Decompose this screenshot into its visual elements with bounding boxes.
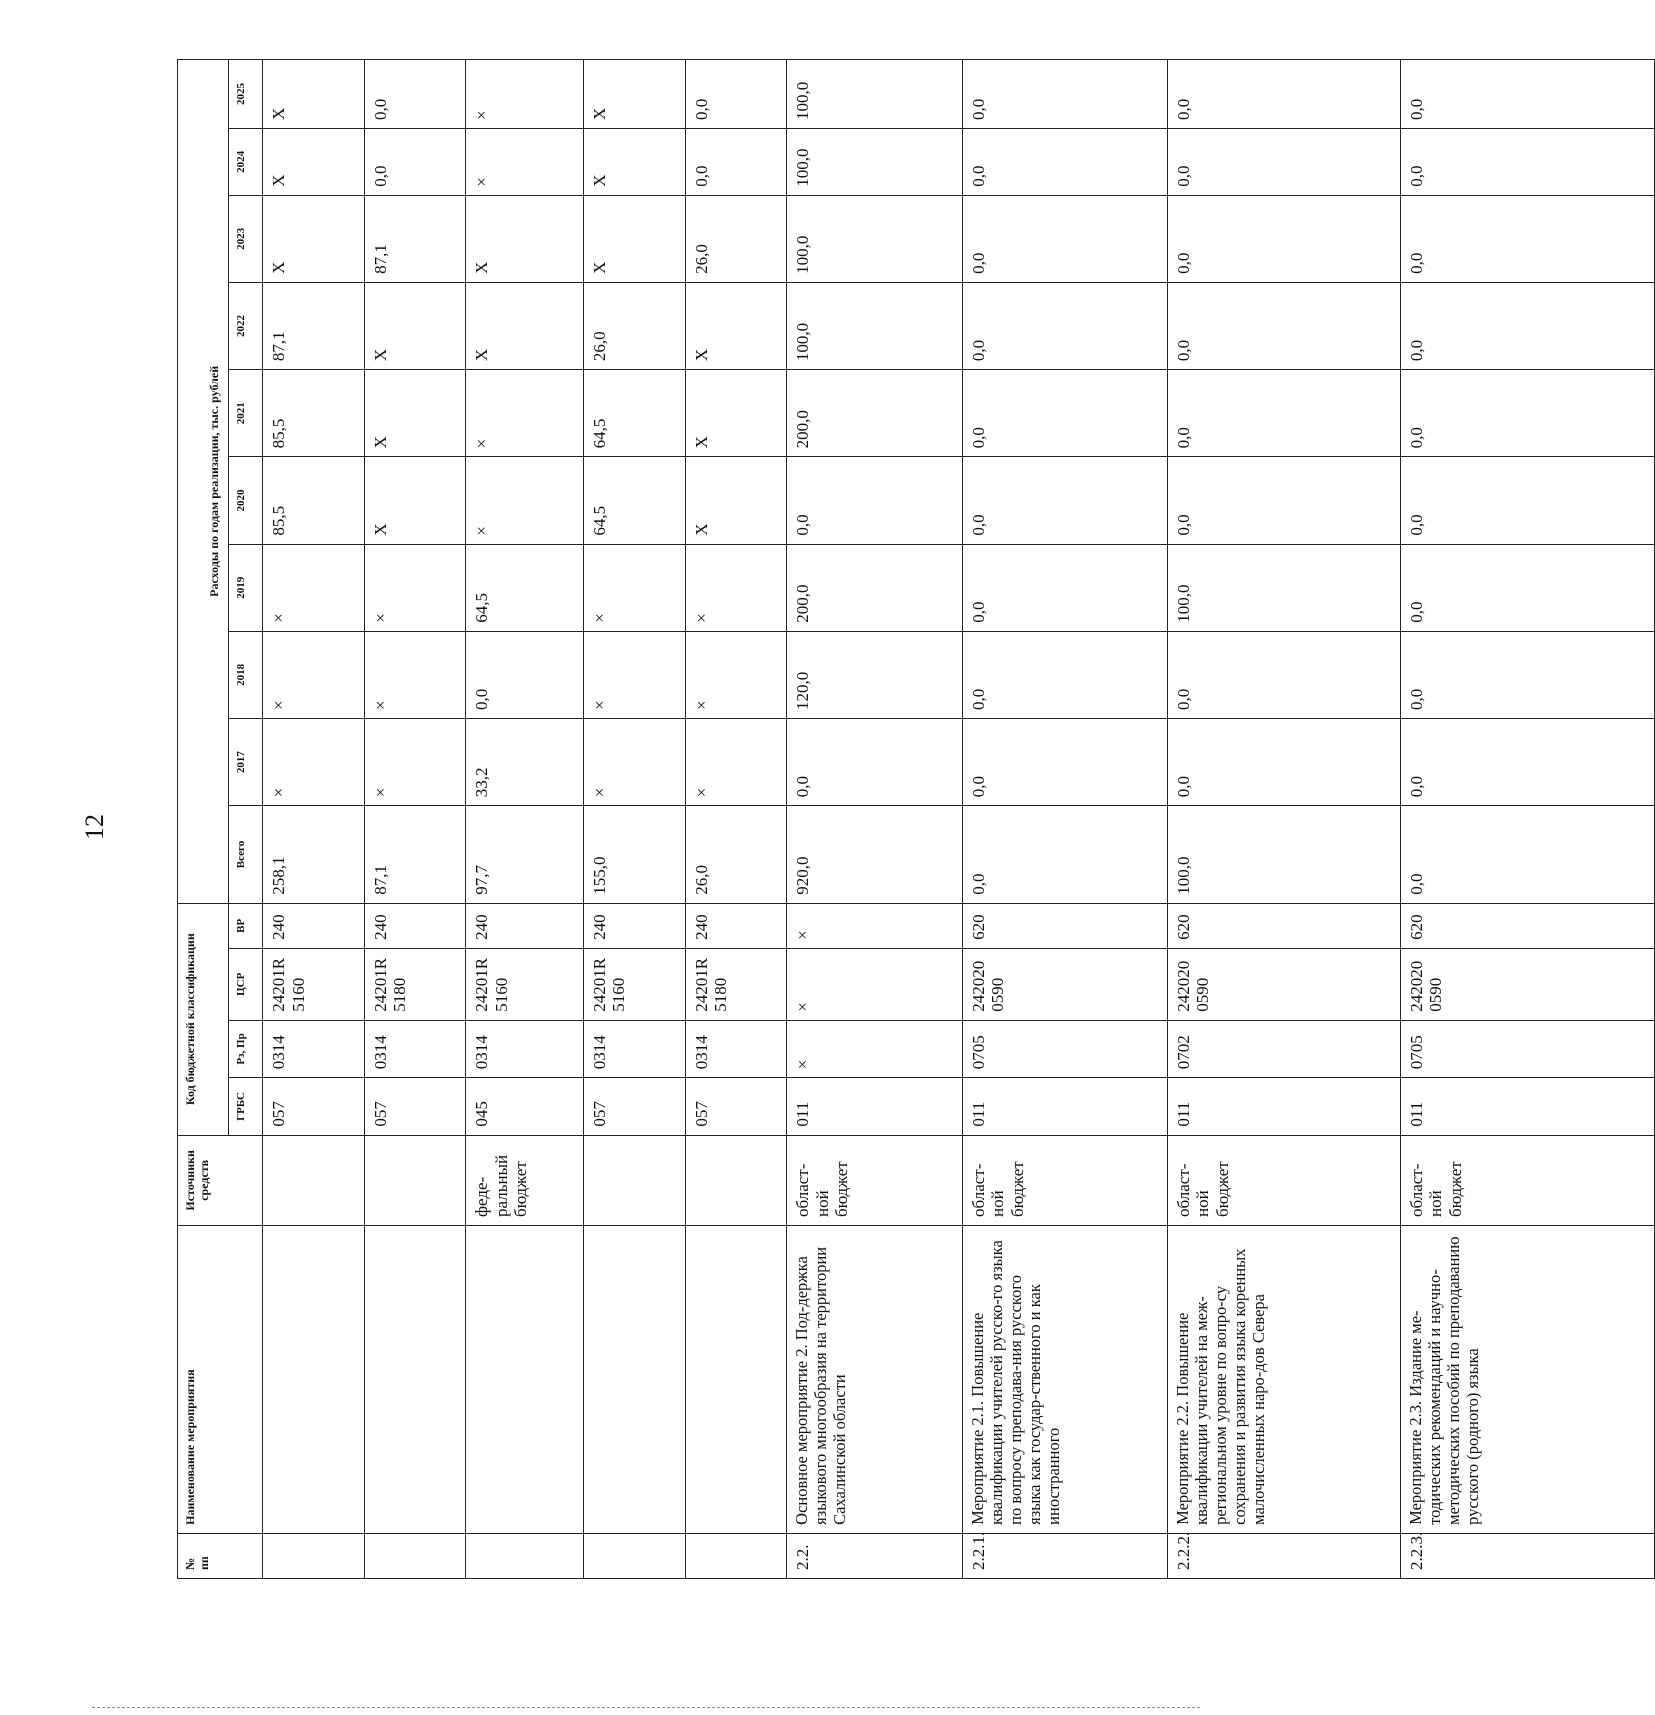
- cell-vr: ×: [787, 903, 963, 948]
- cell-num: [583, 1533, 685, 1578]
- cell-num: [466, 1533, 584, 1578]
- cell-year-value: ×: [364, 719, 466, 806]
- cell-year-value: 0,0: [364, 60, 466, 129]
- cell-year-value: 0,0: [1167, 457, 1400, 544]
- cell-vr: 620: [1167, 903, 1400, 948]
- table-row: [1400, 60, 1654, 1579]
- cell-year-value: ×: [685, 631, 787, 718]
- cell-year-value: 0,0: [962, 544, 1167, 631]
- cell-year-value: X: [583, 129, 685, 196]
- cell-name: Основное мероприятие 2. Под-держка языкового многообразия на территории Сахалинской области: [787, 1225, 963, 1533]
- cell-year-value: ×: [466, 370, 584, 457]
- cell-num: 2.2.2.: [1167, 1533, 1400, 1578]
- cell-total: 155,0: [583, 806, 685, 903]
- cell-rzpr: 0314: [364, 1020, 466, 1077]
- cell-rzpr: 0702: [1167, 1020, 1400, 1077]
- cell-year-value: X: [583, 195, 685, 282]
- cell-year-value: 33,2: [466, 719, 584, 806]
- cell-grbs: 045: [466, 1078, 584, 1135]
- cell-csr: 24201R 5160: [583, 948, 685, 1020]
- header-grbs: ГРБС: [229, 1078, 263, 1135]
- cell-year-value: X: [364, 457, 466, 544]
- header-year: 2023: [229, 195, 263, 282]
- cell-year-value: X: [685, 457, 787, 544]
- header-year: 2021: [229, 370, 263, 457]
- cell-num: 2.2.3.: [1400, 1533, 1654, 1578]
- header-name: Наименование мероприятия: [178, 1225, 263, 1533]
- cell-year-value: 0,0: [787, 457, 963, 544]
- cell-source: област-ной бюджет: [962, 1135, 1167, 1225]
- cell-year-value: 0,0: [1400, 60, 1654, 129]
- cell-year-value: ×: [263, 631, 365, 718]
- cell-num: [263, 1533, 365, 1578]
- table-row: [364, 60, 466, 1579]
- header-vr: ВР: [229, 903, 263, 948]
- cell-rzpr: 0705: [1400, 1020, 1654, 1077]
- cell-year-value: ×: [685, 544, 787, 631]
- cell-grbs: 011: [787, 1078, 963, 1135]
- cell-num: [364, 1533, 466, 1578]
- cell-total: 97,7: [466, 806, 584, 903]
- budget-table: [177, 59, 1655, 1579]
- cell-rzpr: 0314: [685, 1020, 787, 1077]
- cell-csr: 242020 0590: [962, 948, 1167, 1020]
- cell-vr: 240: [583, 903, 685, 948]
- cell-year-value: 0,0: [962, 719, 1167, 806]
- table-row: [466, 60, 584, 1579]
- cell-year-value: 0,0: [1400, 129, 1654, 196]
- cell-year-value: X: [364, 282, 466, 369]
- cell-grbs: 057: [364, 1078, 466, 1135]
- cell-csr: 24201R 5180: [685, 948, 787, 1020]
- cell-source: област-ной бюджет: [1400, 1135, 1654, 1225]
- header-budget-code: Код бюджетной классификации: [178, 903, 229, 1135]
- cell-grbs: 057: [685, 1078, 787, 1135]
- cell-year-value: ×: [263, 544, 365, 631]
- cell-csr: 24201R 5180: [364, 948, 466, 1020]
- cell-grbs: 057: [263, 1078, 365, 1135]
- cell-rzpr: 0314: [466, 1020, 584, 1077]
- cell-source: област-ной бюджет: [787, 1135, 963, 1225]
- cell-year-value: ×: [263, 719, 365, 806]
- cell-year-value: ×: [466, 60, 584, 129]
- table-row: [1167, 60, 1400, 1579]
- header-year: 2022: [229, 282, 263, 369]
- cell-name: Мероприятие 2.3. Издание ме-тодических рекомендаций и научно-методических пособий по преподаванию русского (родного) языка: [1400, 1225, 1654, 1533]
- cell-csr: ×: [787, 948, 963, 1020]
- cell-year-value: 87,1: [263, 282, 365, 369]
- cell-source: [263, 1135, 365, 1225]
- cell-year-value: 0,0: [1167, 195, 1400, 282]
- header-total: Всего: [229, 806, 263, 903]
- cell-year-value: X: [685, 370, 787, 457]
- cell-year-value: 26,0: [583, 282, 685, 369]
- cell-vr: 240: [466, 903, 584, 948]
- cell-vr: 240: [685, 903, 787, 948]
- cell-csr: 24201R 5160: [466, 948, 584, 1020]
- budget-table-wrapper: [177, 59, 1655, 1579]
- cell-source: [685, 1135, 787, 1225]
- cell-year-value: X: [583, 60, 685, 129]
- cell-rzpr: 0314: [583, 1020, 685, 1077]
- cell-rzpr: ×: [787, 1020, 963, 1077]
- cell-vr: 620: [1400, 903, 1654, 948]
- table-row: [583, 60, 685, 1579]
- cell-year-value: 0,0: [962, 370, 1167, 457]
- cell-year-value: ×: [466, 457, 584, 544]
- cell-year-value: X: [263, 60, 365, 129]
- cell-csr: 242020 0590: [1167, 948, 1400, 1020]
- header-expenses: Расходы по годам реализации, тыс. рублей: [178, 60, 229, 904]
- cell-source: феде-ральный бюджет: [466, 1135, 584, 1225]
- cell-year-value: 0,0: [962, 195, 1167, 282]
- header-year: 2018: [229, 631, 263, 718]
- cell-year-value: 0,0: [1400, 631, 1654, 718]
- cell-year-value: 0,0: [962, 282, 1167, 369]
- cell-name: [263, 1225, 365, 1533]
- cell-year-value: 85,5: [263, 457, 365, 544]
- header-year: 2025: [229, 60, 263, 129]
- cell-year-value: 0,0: [1400, 370, 1654, 457]
- cell-total: 0,0: [1400, 806, 1654, 903]
- header-year: 2017: [229, 719, 263, 806]
- cell-vr: 240: [364, 903, 466, 948]
- cell-year-value: ×: [364, 631, 466, 718]
- cell-year-value: 0,0: [1167, 631, 1400, 718]
- cell-year-value: 0,0: [1167, 129, 1400, 196]
- cell-year-value: X: [466, 282, 584, 369]
- cell-total: 920,0: [787, 806, 963, 903]
- cell-year-value: 0,0: [364, 129, 466, 196]
- cell-year-value: 100,0: [787, 195, 963, 282]
- cell-year-value: 0,0: [962, 129, 1167, 196]
- cell-year-value: 64,5: [583, 457, 685, 544]
- cell-grbs: 011: [1167, 1078, 1400, 1135]
- cell-year-value: 0,0: [962, 631, 1167, 718]
- cell-year-value: ×: [364, 544, 466, 631]
- header-csr: ЦСР: [229, 948, 263, 1020]
- header-year: 2024: [229, 129, 263, 196]
- bottom-edge-line: [92, 1707, 1200, 1708]
- cell-total: 100,0: [1167, 806, 1400, 903]
- cell-grbs: 057: [583, 1078, 685, 1135]
- table-row: [787, 60, 963, 1579]
- cell-year-value: 0,0: [1400, 282, 1654, 369]
- cell-num: [685, 1533, 787, 1578]
- cell-year-value: 0,0: [1167, 60, 1400, 129]
- cell-name: Мероприятие 2.1. Повышение квалификации учителей русско-го языка по вопросу преподава-ния русского языка как государ-ственного и как иностранного: [962, 1225, 1167, 1533]
- cell-name: Мероприятие 2.2. Повышение квалификации учителей на меж-региональном уровне по вопро-су сохранения и развития языка коренных малочисленных наро-дов Севера: [1167, 1225, 1400, 1533]
- cell-year-value: 87,1: [364, 195, 466, 282]
- table-body: [263, 60, 1655, 1579]
- cell-name: [364, 1225, 466, 1533]
- cell-year-value: 100,0: [787, 60, 963, 129]
- cell-year-value: 100,0: [787, 282, 963, 369]
- cell-year-value: 0,0: [685, 60, 787, 129]
- cell-rzpr: 0705: [962, 1020, 1167, 1077]
- table-row: [685, 60, 787, 1579]
- cell-total: 258,1: [263, 806, 365, 903]
- cell-year-value: 26,0: [685, 195, 787, 282]
- cell-grbs: 011: [962, 1078, 1167, 1135]
- cell-year-value: ×: [583, 719, 685, 806]
- cell-source: [364, 1135, 466, 1225]
- cell-year-value: X: [263, 195, 365, 282]
- cell-year-value: X: [364, 370, 466, 457]
- cell-vr: 620: [962, 903, 1167, 948]
- cell-year-value: 100,0: [787, 129, 963, 196]
- cell-source: област-ной бюджет: [1167, 1135, 1400, 1225]
- header-rzpr: Рз, Пр: [229, 1020, 263, 1077]
- header-num: № пп: [178, 1533, 263, 1578]
- cell-year-value: 0,0: [962, 60, 1167, 129]
- cell-year-value: 0,0: [1400, 719, 1654, 806]
- cell-name: [583, 1225, 685, 1533]
- cell-year-value: ×: [685, 719, 787, 806]
- table-row: [962, 60, 1167, 1579]
- cell-year-value: X: [685, 282, 787, 369]
- cell-year-value: 0,0: [685, 129, 787, 196]
- page-number: 12: [80, 814, 109, 840]
- cell-grbs: 011: [1400, 1078, 1654, 1135]
- cell-year-value: 0,0: [1167, 370, 1400, 457]
- header-year: 2019: [229, 544, 263, 631]
- cell-year-value: 200,0: [787, 544, 963, 631]
- cell-year-value: 64,5: [583, 370, 685, 457]
- cell-csr: 242020 0590: [1400, 948, 1654, 1020]
- cell-num: 2.2.: [787, 1533, 963, 1578]
- cell-total: 0,0: [962, 806, 1167, 903]
- cell-total: 26,0: [685, 806, 787, 903]
- cell-name: [685, 1225, 787, 1533]
- cell-year-value: 0,0: [1400, 457, 1654, 544]
- cell-csr: 24201R 5160: [263, 948, 365, 1020]
- cell-year-value: 0,0: [466, 631, 584, 718]
- cell-year-value: 0,0: [962, 457, 1167, 544]
- cell-year-value: X: [466, 195, 584, 282]
- cell-total: 87,1: [364, 806, 466, 903]
- cell-year-value: 120,0: [787, 631, 963, 718]
- cell-vr: 240: [263, 903, 365, 948]
- cell-name: [466, 1225, 584, 1533]
- cell-year-value: ×: [583, 631, 685, 718]
- cell-rzpr: 0314: [263, 1020, 365, 1077]
- cell-year-value: 200,0: [787, 370, 963, 457]
- cell-year-value: 0,0: [787, 719, 963, 806]
- cell-year-value: ×: [466, 129, 584, 196]
- cell-year-value: ×: [583, 544, 685, 631]
- cell-year-value: 85,5: [263, 370, 365, 457]
- header-year: 2020: [229, 457, 263, 544]
- cell-year-value: 0,0: [1167, 719, 1400, 806]
- table-row: [263, 60, 365, 1579]
- header-source: Источники средств: [178, 1135, 263, 1225]
- cell-source: [583, 1135, 685, 1225]
- cell-year-value: 0,0: [1400, 195, 1654, 282]
- cell-num: 2.2.1.: [962, 1533, 1167, 1578]
- cell-year-value: 0,0: [1400, 544, 1654, 631]
- cell-year-value: 64,5: [466, 544, 584, 631]
- cell-year-value: 100,0: [1167, 544, 1400, 631]
- cell-year-value: X: [263, 129, 365, 196]
- cell-year-value: 0,0: [1167, 282, 1400, 369]
